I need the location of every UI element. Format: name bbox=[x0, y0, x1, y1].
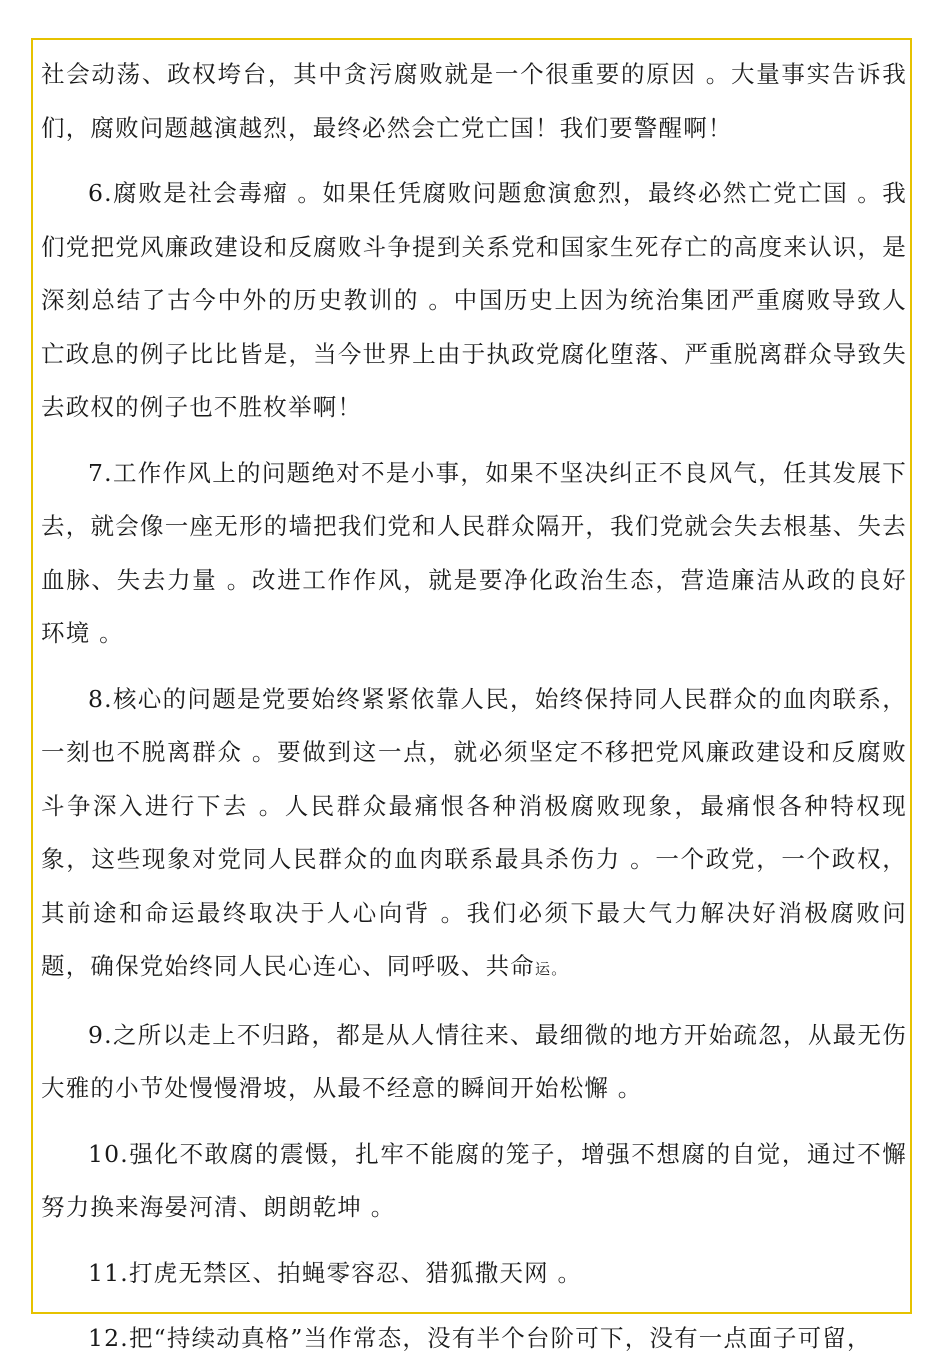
paragraph-gap bbox=[41, 997, 907, 1009]
paragraph-item-8-tail: 运。 bbox=[535, 960, 568, 978]
paragraph-gap bbox=[41, 1300, 907, 1312]
paragraph-item-12: 12.把“持续动真格”当作常态，没有半个台阶可下，没有一点面子可留， bbox=[88, 1324, 872, 1352]
paragraph-item-8 bbox=[41, 673, 907, 997]
paragraph-item-8-text: 8.核心的问题是党要始终紧紧依靠人民，始终保持同人民群众的血肉联系，一刻也不脱离群众 。要做到这一点，就必须坚定不移把党风廉政建设和反腐败斗争深入进行下去 。人民群众最痛恨各种消极腐败现象，最痛恨各种特权现象，这些现象对党同人民群众的血肉联系最具杀伤力 。一个政党，一个政权，其前途和命运最终取决于人心向背 。我们必须下最大气力解决好消极腐败问题，确保党始终同人民心连心、同呼吸、共命 bbox=[41, 684, 907, 980]
paragraph-gap bbox=[41, 1116, 907, 1128]
paragraph-gap bbox=[41, 435, 907, 447]
paragraph-gap bbox=[41, 661, 907, 673]
document-body bbox=[41, 48, 907, 1366]
paragraph-continuation: 社会动荡、政权垮台，其中贪污腐败就是一个很重要的原因 。大量事实告诉我们，腐败问题越演越烈，最终必然会亡党亡国！我们要警醒啊！ bbox=[41, 60, 907, 142]
paragraph-item-6: 6.腐败是社会毒瘤 。如果任凭腐败问题愈演愈烈，最终必然亡党亡国 。我们党把党风廉政建设和反腐败斗争提到关系党和国家生死存亡的高度来认识，是深刻总结了古今中外的历史教训的 。中国历史上因为统治集团严重腐败导致人亡政息的例子比比皆是，当今世界上由于执政党腐化堕落、严重脱离群众导致失去政权的例子也不胜枚举啊！ bbox=[41, 179, 907, 421]
paragraph-gap bbox=[41, 155, 907, 167]
paragraph-item-11: 11.打虎无禁区、拍蝇零容忍、猎狐撒天网 。 bbox=[88, 1258, 583, 1287]
paragraph-item-7: 7.工作作风上的问题绝对不是小事，如果不坚决纠正不良风气，任其发展下去，就会像一座无形的墙把我们党和人民群众隔开，我们党就会失去根基、失去血脉、失去力量 。改进工作作风，就是要净化政治生态，营造廉洁从政的良好环境 。 bbox=[41, 458, 907, 647]
paragraph-item-10: 10.强化不敢腐的震慑，扎牢不能腐的笼子，增强不想腐的自觉，通过不懈努力换来海晏河清、朗朗乾坤 。 bbox=[41, 1139, 907, 1221]
paragraph-gap bbox=[41, 1235, 907, 1247]
paragraph-item-9: 9.之所以走上不归路，都是从人情往来、最细微的地方开始疏忽，从最无伤大雅的小节处慢慢滑坡，从最不经意的瞬间开始松懈 。 bbox=[41, 1020, 907, 1102]
